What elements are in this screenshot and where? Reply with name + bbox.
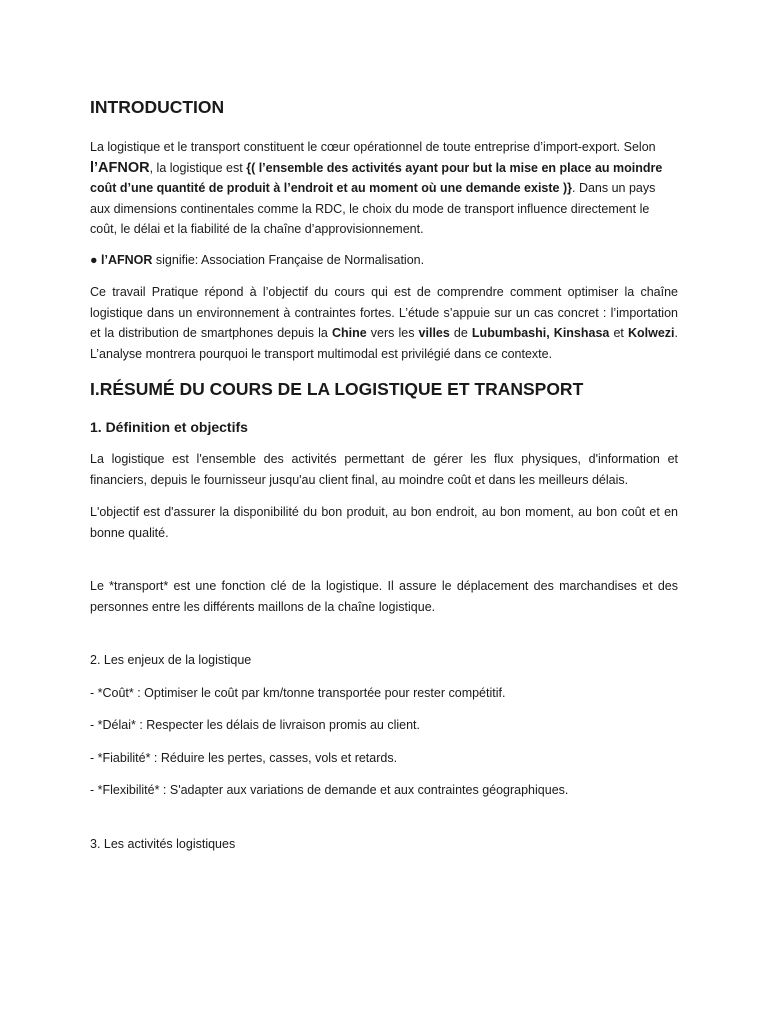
intro-paragraph [90, 137, 678, 240]
objective-text-c: de [449, 326, 472, 340]
definition-paragraph: La logistique est l'ensemble des activités permettant de gérer les flux physiques, d'information et financiers, depuis le fournisseur jusqu'au client final, au moindre coût et dans les meilleurs délais. [90, 452, 678, 487]
word-villes: villes [418, 326, 450, 340]
subheading-activites: 3. Les activités logistiques [90, 836, 236, 851]
objective-text-a: Ce travail Pratique répond à l’objectif du cours qui est de comprendre comment optimiser la chaîne logistique dans un environnement à contraintes fortes. L’étude s’appuie sur un cas concret : l’importation et la distribution de smartphones depuis la [90, 285, 678, 340]
enjeu-item: - *Flexibilité* : S'adapter aux variations de demande et aux contraintes géographiques. [90, 783, 569, 797]
afnor-note [90, 250, 678, 271]
objective-text-e: . L’analyse montrera pourquoi le transport multimodal est privilégié dans ce contexte. [90, 326, 679, 361]
section1-heading: I.RÉSUMÉ DU COURS DE LA LOGISTIQUE ET TRANSPORT [90, 379, 584, 399]
enjeu-item: - *Fiabilité* : Réduire les pertes, casses, vols et retards. [90, 750, 398, 765]
enjeu-item: - *Délai* : Respecter les délais de livraison promis au client. [90, 718, 421, 732]
afnor-note-bullet: ● l’AFNOR [90, 252, 153, 267]
intro-text-c: . Dans un pays aux dimensions continentales comme la RDC, le choix du mode de transport influence directement le coût, le délai et la fiabilité de la chaîne d’approvisionnement. [90, 181, 656, 236]
place-chine: Chine [331, 326, 367, 340]
place-lubumbashi-kinshasa: Lubumbashi, Kinshasa [471, 326, 610, 340]
objective-quality-paragraph: L'objectif est d'assurer la disponibilité du bon produit, au bon endroit, au bon moment, au bon coût et en bonne qualité. [90, 505, 678, 540]
subheading-enjeux: 2. Les enjeux de la logistique [90, 653, 252, 667]
transport-paragraph: Le *transport* est une fonction clé de la logistique. Il assure le déplacement des marchandises et des personnes entre les différents maillons de la chaîne logistique. [90, 579, 678, 614]
place-kolwezi: Kolwezi [627, 326, 675, 340]
afnor-note-text: signifie: Association Française de Normalisation. [152, 252, 425, 267]
objective-text-b: vers les [366, 326, 419, 340]
subheading-definition: 1. Définition et objectifs [90, 419, 248, 435]
intro-text-b: , la logistique est [149, 160, 247, 175]
document-body [90, 96, 678, 854]
objective-text-d: et [609, 326, 628, 340]
afnor-term: l’AFNOR [90, 159, 150, 176]
intro-text-a: La logistique et le transport constituent le cœur opérationnel de toute entreprise d’import-export. Selon [90, 140, 656, 154]
intro-heading: INTRODUCTION [90, 97, 225, 117]
enjeu-item: - *Coût* : Optimiser le coût par km/tonne transportée pour rester compétitif. [90, 685, 506, 700]
logistics-definition: {( l’ensemble des activités ayant pour but la mise en place au moindre coût d’une quantité de produit à l’endroit et au moment où une demande existe )} [90, 160, 663, 195]
objective-paragraph [90, 282, 678, 364]
